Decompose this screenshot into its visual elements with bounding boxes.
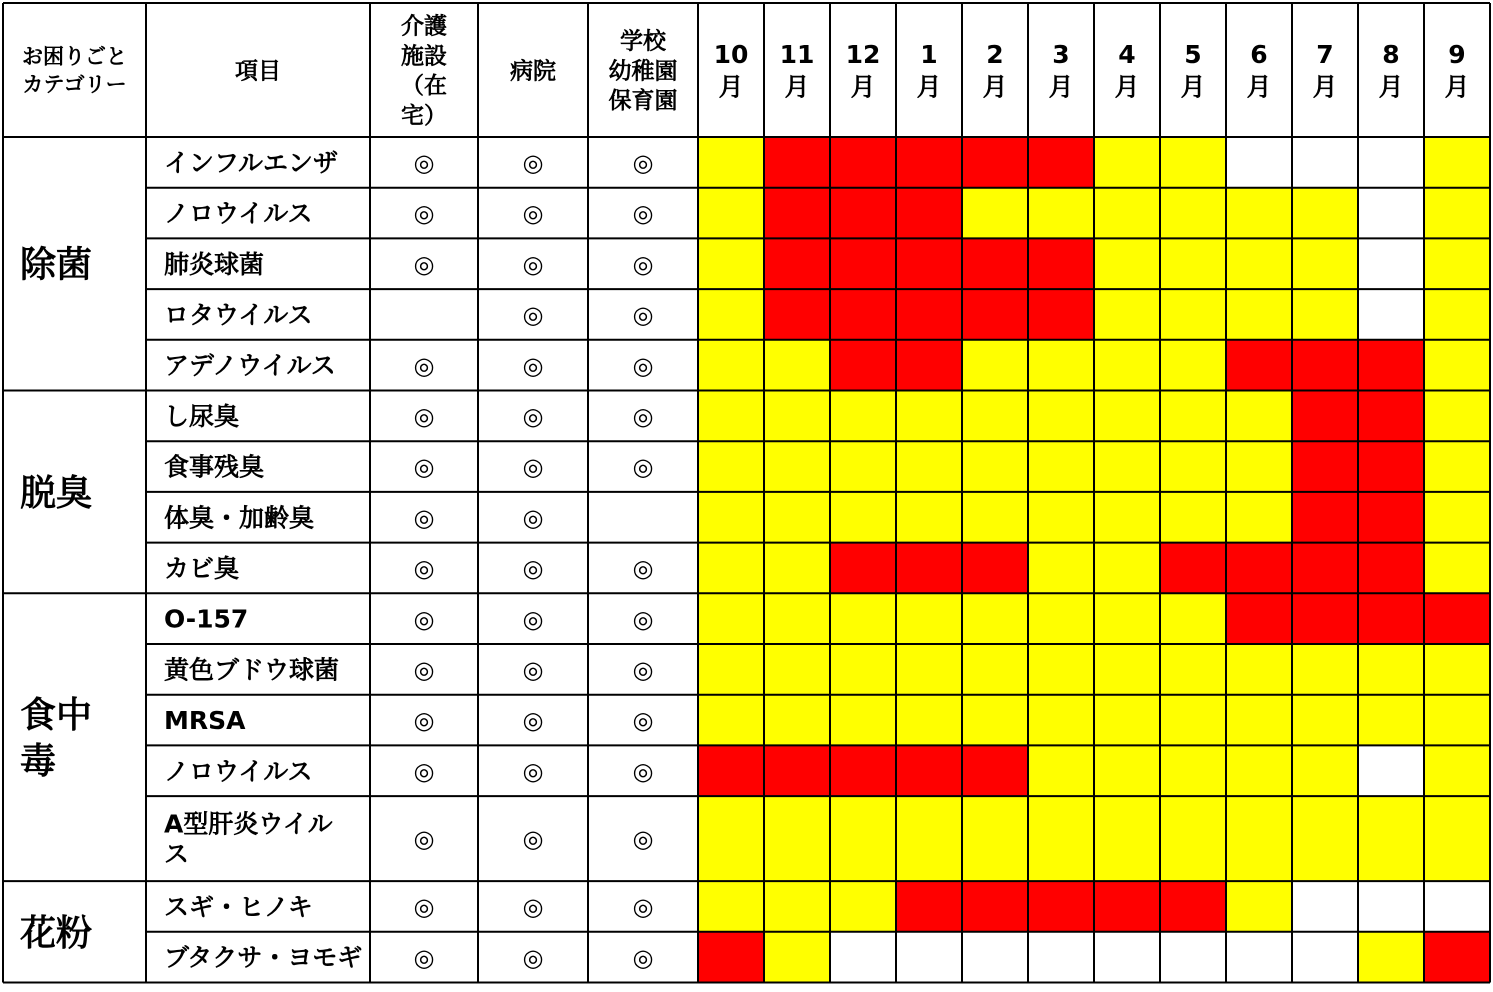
heatmap-cell	[1028, 492, 1094, 543]
heatmap-cell	[830, 881, 896, 932]
facility-mark: ◎	[522, 605, 544, 634]
heatmap-cell	[1160, 289, 1226, 340]
heatmap-cell	[1292, 289, 1358, 340]
header-month: 2 月	[982, 39, 1008, 102]
heatmap-cell	[1028, 593, 1094, 644]
facility-mark: ◎	[522, 503, 544, 532]
heatmap-cell	[896, 441, 962, 492]
heatmap-cell	[1424, 289, 1490, 340]
heatmap-cell	[764, 745, 830, 796]
heatmap-cell	[1292, 137, 1358, 188]
heatmap-cell	[1424, 543, 1490, 594]
heatmap-cell	[1160, 745, 1226, 796]
heatmap-cell	[698, 543, 764, 594]
heatmap-cell	[1358, 932, 1424, 983]
facility-mark: ◎	[413, 825, 435, 854]
heatmap-cell	[698, 391, 764, 442]
heatmap-cell	[698, 644, 764, 695]
heatmap-cell	[1160, 695, 1226, 746]
heatmap-cell	[1226, 695, 1292, 746]
heatmap-cell	[962, 238, 1028, 289]
item-label: インフルエンザ	[164, 148, 339, 178]
item-label: 肺炎球菌	[164, 249, 265, 279]
facility-mark: ◎	[632, 148, 654, 177]
heatmap-cell	[1160, 796, 1226, 881]
heatmap-cell	[1028, 932, 1094, 983]
heatmap-cell	[1358, 593, 1424, 644]
heatmap-cell	[1226, 932, 1292, 983]
heatmap-cell	[1160, 644, 1226, 695]
facility-mark: ◎	[522, 554, 544, 583]
item-label: 黄色ブドウ球菌	[164, 655, 340, 685]
heatmap-cell	[1028, 695, 1094, 746]
heatmap-cell	[764, 137, 830, 188]
heatmap-cell	[896, 644, 962, 695]
heatmap-cell	[962, 492, 1028, 543]
heatmap-cell	[1094, 188, 1160, 239]
heatmap-cell	[764, 932, 830, 983]
heatmap-cell	[830, 932, 896, 983]
heatmap-cell	[1028, 340, 1094, 391]
heatmap-cell	[698, 340, 764, 391]
item-label: MRSA	[164, 706, 246, 736]
item-label: A型肝炎ウイルス	[164, 809, 333, 869]
heatmap-cell	[896, 492, 962, 543]
heatmap-cell	[1160, 543, 1226, 594]
heatmap-cell	[1226, 238, 1292, 289]
heatmap-cell	[1424, 238, 1490, 289]
heatmap-cell	[1226, 492, 1292, 543]
heatmap-cell	[830, 593, 896, 644]
heatmap-cell	[1094, 391, 1160, 442]
heatmap-cell	[764, 695, 830, 746]
heatmap-cell	[764, 796, 830, 881]
header-month: 8 月	[1378, 39, 1404, 102]
item-label: カビ臭	[164, 553, 240, 583]
heatmap-cell	[962, 543, 1028, 594]
header-month: 10 月	[713, 39, 749, 102]
heatmap-cell	[764, 188, 830, 239]
category-label: 花粉	[20, 912, 93, 954]
heatmap-cell	[1424, 391, 1490, 442]
facility-mark: ◎	[413, 199, 435, 228]
facility-mark: ◎	[413, 351, 435, 380]
heatmap-cell	[1160, 238, 1226, 289]
facility-mark: ◎	[413, 453, 435, 482]
heatmap-cell	[1424, 188, 1490, 239]
header-month: 12 月	[845, 39, 881, 102]
heatmap-cell	[1358, 796, 1424, 881]
heatmap-cell	[1424, 796, 1490, 881]
facility-mark: ◎	[522, 199, 544, 228]
heatmap-cell	[1160, 137, 1226, 188]
heatmap-cell	[962, 340, 1028, 391]
heatmap-cell	[962, 644, 1028, 695]
heatmap-cell	[698, 881, 764, 932]
facility-mark: ◎	[632, 199, 654, 228]
heatmap-cell	[1292, 881, 1358, 932]
heatmap-cell	[1226, 188, 1292, 239]
heatmap-cell	[1358, 492, 1424, 543]
heatmap-cell	[698, 188, 764, 239]
heatmap-cell	[1160, 391, 1226, 442]
category-label: 食中毒	[20, 695, 93, 783]
heatmap-cell	[1424, 441, 1490, 492]
facility-mark: ◎	[413, 943, 435, 972]
heatmap-cell	[1160, 441, 1226, 492]
heatmap-cell	[830, 137, 896, 188]
heatmap-cell	[896, 695, 962, 746]
heatmap-cell	[830, 695, 896, 746]
heatmap-cell	[1094, 932, 1160, 983]
heatmap-cell	[830, 340, 896, 391]
heatmap-cell	[830, 188, 896, 239]
category-label: 脱臭	[20, 472, 93, 514]
heatmap-cell	[962, 289, 1028, 340]
facility-mark: ◎	[632, 351, 654, 380]
heatmap-cell	[698, 492, 764, 543]
heatmap-cell	[1094, 238, 1160, 289]
heatmap-cell	[1094, 593, 1160, 644]
facility-mark: ◎	[522, 943, 544, 972]
facility-mark: ◎	[413, 893, 435, 922]
heatmap-cell	[764, 881, 830, 932]
heatmap-cell	[1358, 340, 1424, 391]
heatmap-cell	[698, 796, 764, 881]
heatmap-cell	[1028, 543, 1094, 594]
heatmap-cell	[1160, 340, 1226, 391]
heatmap-cell	[1292, 796, 1358, 881]
heatmap-cell	[896, 932, 962, 983]
facility-mark: ◎	[632, 825, 654, 854]
heatmap-cell	[962, 137, 1028, 188]
heatmap-cell	[764, 644, 830, 695]
heatmap-cell	[1028, 137, 1094, 188]
heatmap-cell	[962, 695, 1028, 746]
facility-mark: ◎	[522, 148, 544, 177]
heatmap-cell	[1358, 881, 1424, 932]
heatmap-cell	[830, 441, 896, 492]
heatmap-cell	[830, 238, 896, 289]
heatmap-cell	[1028, 441, 1094, 492]
heatmap-cell	[1226, 441, 1292, 492]
facility-mark: ◎	[413, 402, 435, 431]
heatmap-cell	[1226, 745, 1292, 796]
heatmap-cell	[896, 238, 962, 289]
heatmap-cell	[896, 340, 962, 391]
facility-mark: ◎	[522, 351, 544, 380]
heatmap-cell	[896, 289, 962, 340]
heatmap-cell	[1160, 492, 1226, 543]
heatmap-cell	[1424, 745, 1490, 796]
heatmap-cell	[1292, 492, 1358, 543]
heatmap-cell	[830, 289, 896, 340]
heatmap-cell	[1292, 188, 1358, 239]
item-label: 食事残臭	[164, 452, 265, 482]
facility-mark: ◎	[632, 554, 654, 583]
heatmap-cell	[1424, 137, 1490, 188]
heatmap-cell	[1358, 238, 1424, 289]
facility-mark: ◎	[632, 943, 654, 972]
heatmap-cell	[764, 391, 830, 442]
item-label: 体臭・加齢臭	[164, 503, 315, 533]
heatmap-cell	[1028, 289, 1094, 340]
header-item: 項目	[235, 58, 281, 85]
heatmap-cell	[962, 441, 1028, 492]
header-category: お困りごとカテゴリー	[22, 44, 127, 97]
heatmap-cell	[1094, 644, 1160, 695]
facility-mark: ◎	[632, 301, 654, 330]
heatmap-cell	[896, 745, 962, 796]
header-month: 11 月	[779, 39, 815, 102]
heatmap-cell	[962, 188, 1028, 239]
item-label: ロタウイルス	[164, 300, 313, 330]
heatmap-cell	[1226, 644, 1292, 695]
item-label: スギ・ヒノキ	[164, 892, 313, 922]
heatmap-cell	[1028, 188, 1094, 239]
heatmap-cell	[896, 881, 962, 932]
facility-mark: ◎	[413, 554, 435, 583]
heatmap-cell	[698, 932, 764, 983]
heatmap-cell	[1028, 881, 1094, 932]
heatmap-cell	[1094, 796, 1160, 881]
heatmap-cell	[1358, 188, 1424, 239]
heatmap-cell	[1226, 543, 1292, 594]
facility-mark: ◎	[632, 655, 654, 684]
heatmap-cell	[1226, 593, 1292, 644]
facility-mark: ◎	[413, 148, 435, 177]
heatmap-cell	[1226, 391, 1292, 442]
heatmap-cell	[1292, 543, 1358, 594]
heatmap-cell	[1028, 745, 1094, 796]
heatmap-cell	[830, 492, 896, 543]
heatmap-cell	[698, 441, 764, 492]
heatmap-cell	[698, 695, 764, 746]
header-month: 7 月	[1312, 39, 1338, 102]
header-facility: 学校幼稚園保育園	[608, 28, 678, 115]
heatmap-cell	[1292, 695, 1358, 746]
header-facility: 介護施設（在宅）	[401, 13, 447, 130]
facility-mark: ◎	[522, 655, 544, 684]
facility-mark: ◎	[632, 453, 654, 482]
heatmap-cell	[698, 137, 764, 188]
heatmap-cell	[1226, 137, 1292, 188]
heatmap-cell	[1358, 644, 1424, 695]
heatmap-cell	[1292, 593, 1358, 644]
item-label: アデノウイルス	[164, 351, 336, 381]
facility-mark: ◎	[522, 453, 544, 482]
facility-mark: ◎	[632, 250, 654, 279]
heatmap-cell	[962, 796, 1028, 881]
facility-mark: ◎	[632, 402, 654, 431]
heatmap-cell	[962, 593, 1028, 644]
header-month: 4 月	[1114, 39, 1140, 102]
header-month: 1 月	[916, 39, 942, 102]
item-label: ノロウイルス	[164, 199, 313, 229]
facility-mark: ◎	[413, 757, 435, 786]
heatmap-cell	[896, 391, 962, 442]
facility-mark: ◎	[413, 655, 435, 684]
facility-mark: ◎	[632, 706, 654, 735]
heatmap-cell	[896, 796, 962, 881]
heatmap-cell	[764, 441, 830, 492]
heatmap-cell	[1028, 644, 1094, 695]
heatmap-cell	[1292, 932, 1358, 983]
facility-mark: ◎	[632, 605, 654, 634]
heatmap-cell	[830, 543, 896, 594]
heatmap-cell	[1292, 238, 1358, 289]
heatmap-cell	[962, 932, 1028, 983]
heatmap-cell	[1094, 137, 1160, 188]
heatmap-cell	[830, 796, 896, 881]
heatmap-cell	[1226, 881, 1292, 932]
header-month: 5 月	[1180, 39, 1206, 102]
heatmap-cell	[1358, 137, 1424, 188]
heatmap-cell	[1226, 289, 1292, 340]
heatmap-cell	[1424, 932, 1490, 983]
heatmap-cell	[1094, 881, 1160, 932]
facility-mark: ◎	[522, 301, 544, 330]
facility-mark: ◎	[522, 825, 544, 854]
heatmap-cell	[1028, 796, 1094, 881]
heatmap-cell	[1424, 340, 1490, 391]
heatmap-cell	[1424, 492, 1490, 543]
header-month: 3 月	[1048, 39, 1074, 102]
item-label: し尿臭	[164, 401, 240, 431]
heatmap-cell	[764, 593, 830, 644]
heatmap-cell	[1358, 695, 1424, 746]
facility-mark: ◎	[413, 503, 435, 532]
heatmap-cell	[1028, 238, 1094, 289]
facility-mark: ◎	[413, 250, 435, 279]
heatmap-cell	[1094, 441, 1160, 492]
heatmap-cell	[1424, 593, 1490, 644]
heatmap-cell	[764, 289, 830, 340]
heatmap-cell	[1424, 881, 1490, 932]
facility-mark: ◎	[632, 893, 654, 922]
heatmap-cell	[1292, 745, 1358, 796]
heatmap-cell	[1160, 881, 1226, 932]
heatmap-cell	[830, 745, 896, 796]
heatmap-cell	[1094, 492, 1160, 543]
header-month: 9 月	[1444, 39, 1470, 102]
facility-mark: ◎	[632, 757, 654, 786]
heatmap-cell	[698, 238, 764, 289]
heatmap-cell	[1160, 188, 1226, 239]
heatmap-cell	[698, 593, 764, 644]
heatmap-cell	[1094, 745, 1160, 796]
heatmap-cell	[896, 593, 962, 644]
heatmap-cell	[962, 745, 1028, 796]
heatmap-cell	[830, 644, 896, 695]
facility-mark: ◎	[413, 706, 435, 735]
heatmap-cell	[1292, 441, 1358, 492]
heatmap-cell	[1028, 391, 1094, 442]
item-label: O-157	[164, 604, 249, 634]
heatmap-cell	[1094, 543, 1160, 594]
heatmap-cell	[1160, 593, 1226, 644]
facility-mark: ◎	[522, 706, 544, 735]
item-label: ブタクサ・ヨモギ	[164, 943, 363, 973]
heatmap-cell	[1424, 644, 1490, 695]
heatmap-cell	[1226, 796, 1292, 881]
heatmap-cell	[962, 391, 1028, 442]
heatmap-cell	[1358, 543, 1424, 594]
heatmap-cell	[896, 137, 962, 188]
heatmap-cell	[1358, 745, 1424, 796]
heatmap-cell	[962, 881, 1028, 932]
heatmap-cell	[1292, 644, 1358, 695]
header-facility: 病院	[510, 58, 556, 85]
facility-mark: ◎	[413, 605, 435, 634]
heatmap-cell	[896, 543, 962, 594]
heatmap-cell	[1094, 289, 1160, 340]
category-label: 除菌	[20, 244, 93, 286]
heatmap-cell	[698, 745, 764, 796]
heatmap-cell	[1094, 695, 1160, 746]
heatmap-cell	[1424, 695, 1490, 746]
heatmap-cell	[1358, 391, 1424, 442]
header-month: 6 月	[1246, 39, 1272, 102]
heatmap-cell	[764, 238, 830, 289]
heatmap-cell	[1226, 340, 1292, 391]
heatmap-cell	[764, 543, 830, 594]
heatmap-cell	[1094, 340, 1160, 391]
heatmap-cell	[764, 492, 830, 543]
item-label: ノロウイルス	[164, 756, 313, 786]
heatmap-cell	[764, 340, 830, 391]
heatmap-cell	[698, 289, 764, 340]
heatmap-cell	[1358, 289, 1424, 340]
facility-mark: ◎	[522, 893, 544, 922]
heatmap-cell	[830, 391, 896, 442]
facility-mark: ◎	[522, 757, 544, 786]
heatmap-cell	[1292, 340, 1358, 391]
heatmap-cell	[1292, 391, 1358, 442]
heatmap-cell	[896, 188, 962, 239]
facility-mark: ◎	[522, 250, 544, 279]
heatmap-cell	[1358, 441, 1424, 492]
heatmap-cell	[1160, 932, 1226, 983]
facility-mark: ◎	[522, 402, 544, 431]
